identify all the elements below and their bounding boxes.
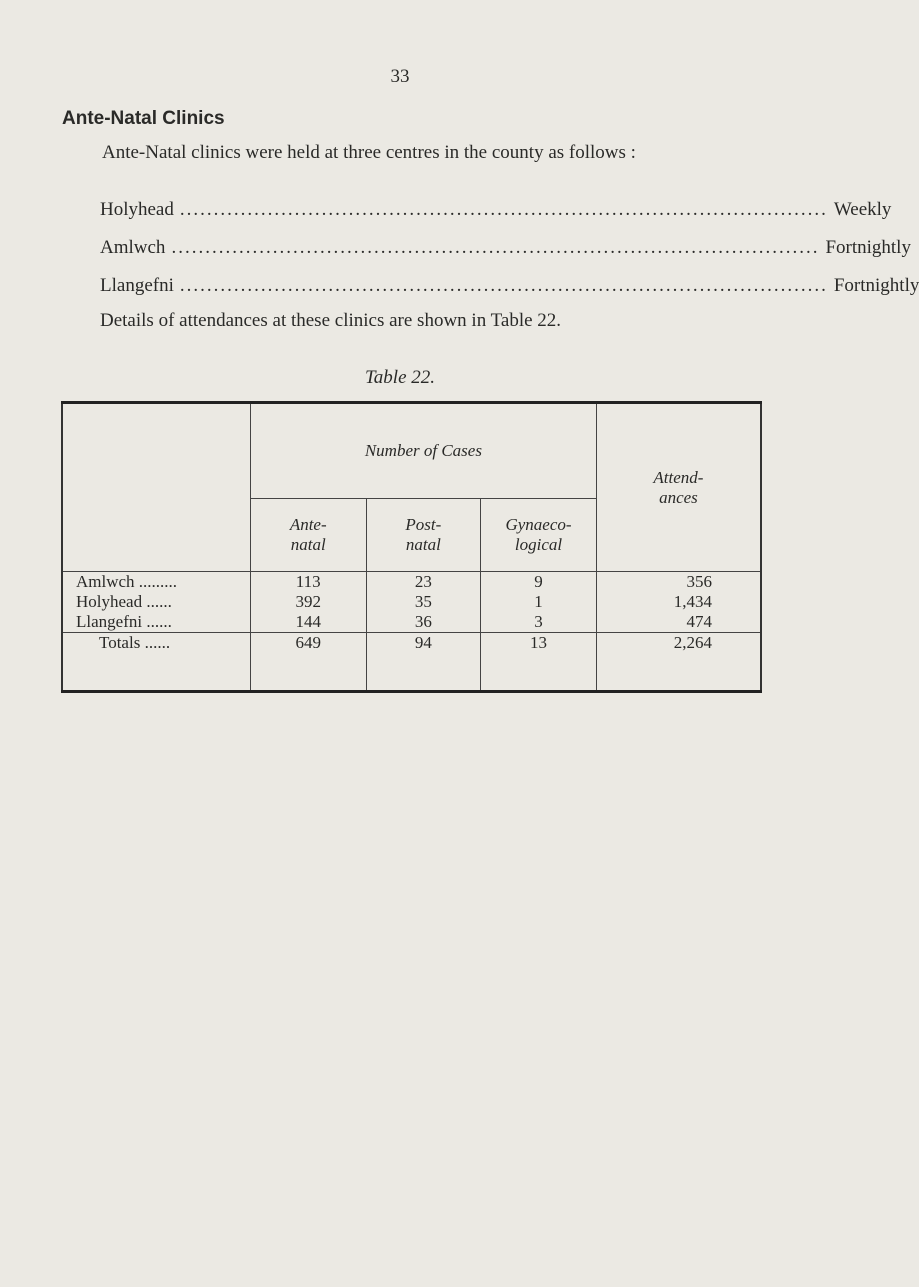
centre-frequency: Fortnightly (825, 237, 911, 258)
row-label: Amlwch ......... (76, 572, 178, 591)
attendances-header-line: Attend- (653, 467, 704, 487)
centre-frequency: Weekly (833, 199, 892, 220)
centre-frequency: Fortnightly (833, 275, 919, 296)
row-label: Llangefni ...... (76, 612, 172, 631)
table-cell: 113 (295, 572, 321, 591)
totals-label: Totals ...... (62, 633, 250, 692)
attendances-header-line: ances (659, 487, 698, 507)
table-cell: 23 (414, 572, 432, 591)
empty-corner-cell (62, 403, 250, 572)
ante-natal-header (250, 499, 366, 572)
details-paragraph: Details of attendances at these clinics are shown in Table 22. (100, 310, 562, 331)
table-cell: 392 (295, 592, 321, 611)
column-header-line: natal (290, 535, 326, 554)
attendance-table (61, 401, 762, 693)
ante-natal-cell (250, 572, 366, 633)
totals-ante-natal: 649 (250, 633, 366, 692)
centre-name: Amlwch (100, 237, 166, 258)
section-heading: Ante-Natal Clinics (62, 108, 225, 129)
column-header-line: Ante- (289, 515, 327, 534)
table-caption: Table 22. (364, 367, 436, 388)
table-cell: 36 (414, 612, 432, 631)
post-natal-cell (366, 572, 481, 633)
table-cell: 1 (534, 592, 543, 611)
leader-dots: ................................................................................................ (179, 275, 828, 296)
centre-name: Llangefni (100, 275, 174, 296)
table-cell: 356 (686, 572, 712, 591)
totals-post-natal: 94 (366, 633, 481, 692)
table-cell: 474 (686, 612, 712, 631)
centre-row (100, 237, 911, 275)
centre-name: Holyhead (100, 199, 174, 220)
column-header-line: natal (405, 535, 441, 554)
number-of-cases-header: Number of Cases (250, 403, 596, 499)
post-natal-header (366, 499, 481, 572)
clinic-centres-list (100, 199, 919, 313)
column-header-line: Gynaeco- (505, 515, 572, 534)
page-number: 33 (390, 66, 410, 87)
intro-paragraph (62, 140, 782, 165)
totals-gynaecological: 13 (481, 633, 597, 692)
table-cell: 35 (414, 592, 432, 611)
table-cell: 144 (295, 612, 321, 631)
column-header-line: logical (514, 535, 563, 554)
centre-row (100, 275, 919, 313)
row-label: Holyhead ...... (76, 592, 172, 611)
table-body-block (62, 572, 761, 633)
gynaecological-cell (481, 572, 597, 633)
table-cell: 1,434 (673, 592, 712, 611)
centre-row (100, 199, 892, 237)
intro-text: Ante-Natal clinics were held at three centres in the county as follows : (102, 142, 636, 163)
attendances-cell (596, 572, 761, 633)
table-cell: 3 (534, 612, 543, 631)
row-labels-cell (62, 572, 250, 633)
gynaecological-header (481, 499, 597, 572)
totals-attendances: 2,264 (596, 633, 761, 692)
leader-dots: ................................................................................................ (179, 199, 828, 220)
attendances-header (596, 403, 761, 572)
column-header-line: Post- (405, 515, 442, 534)
leader-dots: ................................................................................................ (171, 237, 820, 258)
totals-row (62, 633, 761, 692)
table-cell: 9 (534, 572, 543, 591)
